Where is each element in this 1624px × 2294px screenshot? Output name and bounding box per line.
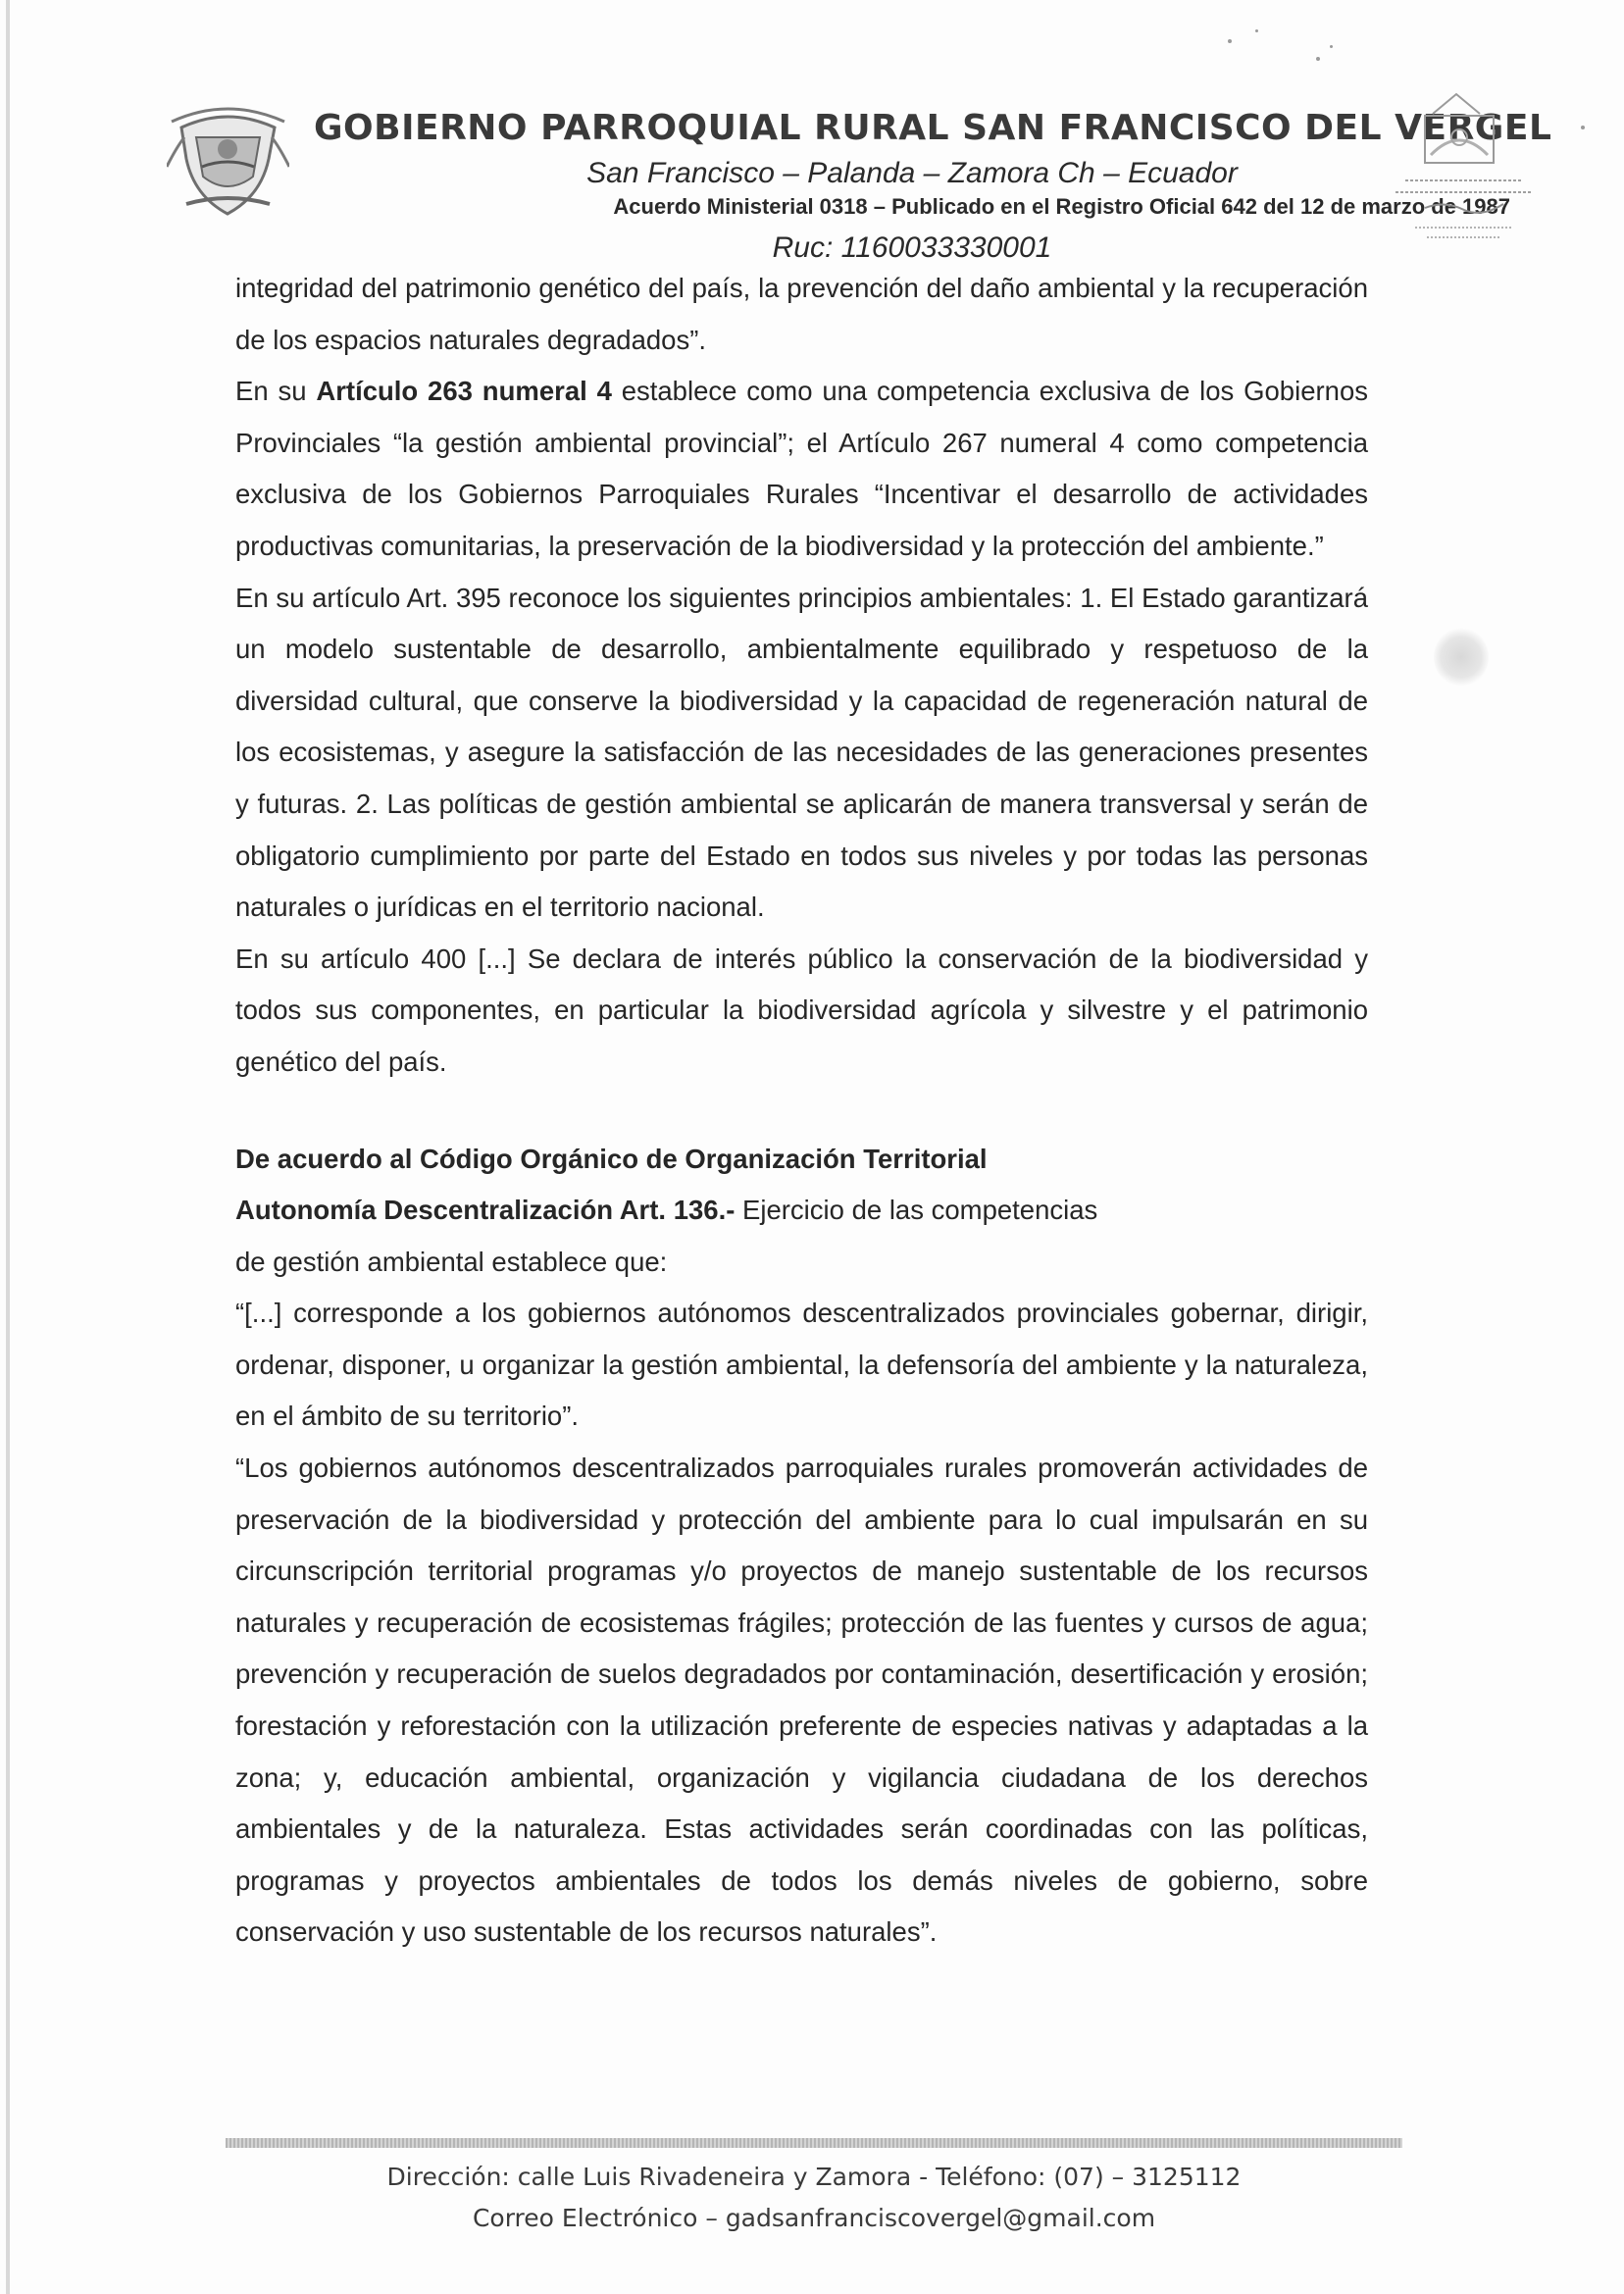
letterhead xyxy=(167,90,1579,267)
coat-of-arms-icon xyxy=(167,98,289,221)
paragraph: integridad del patrimonio genético del país, la prevención del daño ambiental y la recuperación de los espacios naturales degradados”. xyxy=(235,273,1368,355)
scan-blot xyxy=(1434,628,1489,687)
ministerial-agreement: Acuerdo Ministerial 0318 – Publicado en el Registro Oficial 642 del 12 de marzo de 1987 xyxy=(613,194,1510,219)
scan-speck xyxy=(1228,39,1232,43)
footer xyxy=(226,2157,1402,2239)
quote-paragraph: “Los gobiernos autónomos descentralizados parroquiales rurales promoverán actividades de preservación de la biodiversidad y protección del ambiente para lo cual impulsarán en su circunscripción territorial programas y/o proyectos de manejo sustentable de los recursos naturales y recuperación de ecosistemas frágiles; protección de las fuentes y cursos de agua; prevención y recuperación de suelos degradados por contaminación, desertificación y erosión; forestación y reforestación con la utilización preferente de especies nativas y adaptadas a la zona; y, educación ambiental, organización y vigilancia ciudadana de los derechos ambientales y de la naturaleza. Estas actividades serán coordinadas con las políticas, programas y proyectos ambientales de todos los demás niveles de gobierno, sobre conservación y uso sustentable de los recursos naturales”. xyxy=(235,1453,1368,1948)
section-heading: De acuerdo al Código Orgánico de Organización Territorial xyxy=(235,1143,988,1174)
scan-speck xyxy=(1316,57,1320,61)
paragraph-text: Ejercicio de las competencias xyxy=(735,1195,1098,1226)
footer-email: Correo Electrónico – gadsanfranciscovergel@gmail.com xyxy=(472,2204,1156,2232)
paragraph-lead: En su xyxy=(235,376,317,407)
scan-speck xyxy=(1581,126,1585,129)
paragraph-text: establece como una competencia exclusiva de los Gobiernos Provinciales “la gestión ambiental provincial”; el Artículo 267 numeral 4 como competencia exclusiva de los Gobiernos Parroquiales Rurales “Incentivar el desarrollo de actividades productivas comunitarias, la preservación de la biodiversidad y la protección del ambiente.” xyxy=(235,376,1368,561)
scan-speck xyxy=(1330,45,1333,48)
paragraph: En su artículo 400 [...] Se declara de interés público la conservación de la biodiversidad y todos sus componentes, en particular la biodiversidad agrícola y silvestre y el patrimonio genético del país. xyxy=(235,943,1368,1077)
footer-address: Dirección: calle Luis Rivadeneira y Zamora - Teléfono: (07) – 3125112 xyxy=(386,2163,1242,2191)
institution-title: GOBIERNO PARROQUIAL RURAL SAN FRANCISCO DEL VERGEL xyxy=(314,108,1552,148)
paragraph: En su artículo Art. 395 reconoce los siguientes principios ambientales: 1. El Estado garantizará un modelo sustentable de desarrollo, ambientalmente equilibrado y respetuoso de la diversidad cultural, que conserve la biodiversidad y la capacidad de regeneración natural de los ecosistemas, y asegure la satisfacción de las necesidades de las generaciones presentes y futuras. 2. Las políticas de gestión ambiental se aplicarán de manera transversal y serán de obligatorio cumplimiento por parte del Estado en todos sus niveles y por todas las personas naturales o jurídicas en el territorio nacional. xyxy=(235,582,1368,923)
scan-edge xyxy=(6,0,10,2294)
article-reference: Artículo 263 numeral 4 xyxy=(316,376,612,407)
quote-paragraph: “[...] corresponde a los gobiernos autónomos descentralizados provinciales gobernar, dirigir, ordenar, disponer, u organizar la gestión ambiental, la defensoría del ambiente y la naturaleza, en el ámbito de su territorio”. xyxy=(235,1298,1368,1432)
institution-location: San Francisco – Palanda – Zamora Ch – Ecuador xyxy=(586,157,1238,189)
paragraph xyxy=(235,366,1368,572)
official-seal-icon xyxy=(1366,86,1562,253)
footer-divider xyxy=(226,2138,1402,2148)
scan-speck xyxy=(1255,29,1258,32)
section-heading-line xyxy=(235,1185,1368,1237)
document-body xyxy=(235,263,1368,1959)
ruc-number: Ruc: 1160033330001 xyxy=(772,231,1052,264)
section-heading-line: de gestión ambiental establece que: xyxy=(235,1246,668,1277)
article-reference: Autonomía Descentralización Art. 136.- xyxy=(235,1195,736,1226)
